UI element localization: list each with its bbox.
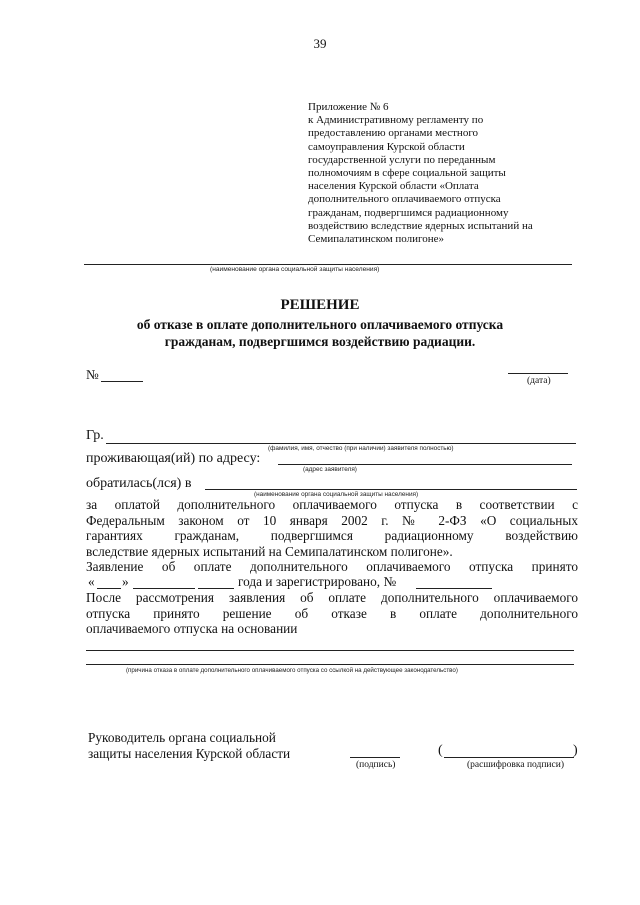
day-line[interactable] [97, 588, 121, 589]
applied-organ-line[interactable] [205, 489, 577, 490]
reason-caption: (причина отказа в оплате дополнительного оплачиваемого отпуска со ссылкой на действующее законодательство) [126, 667, 458, 674]
paragraph-line: отпуска принято решение об отказе в оплате дополнительного [86, 605, 578, 621]
appendix-note [308, 101, 588, 246]
paragraph-line: вследствие ядерных испытаний на Семипалатинском полигоне». [86, 543, 453, 559]
application-paragraph [86, 559, 578, 575]
organ-name-caption: (наименование органа социальной защиты населения) [210, 266, 380, 273]
legal-basis-paragraph [86, 497, 578, 559]
address-caption: (адрес заявителя) [303, 466, 357, 473]
head-title-line: Руководитель органа социальной [88, 730, 276, 745]
applied-label: обратилась(лся) в [86, 476, 192, 491]
appendix-line: предоставлению органами местного [308, 127, 479, 140]
appendix-line: населения Курской области «Оплата [308, 180, 479, 193]
citizen-name-caption: (фамилия, имя, отчество (при наличии) заявителя полностью) [268, 445, 454, 452]
signature-line[interactable] [350, 757, 400, 758]
subtitle-line: гражданам, подвергшимся воздействию радиации. [164, 334, 476, 349]
number-line[interactable] [101, 381, 143, 382]
subtitle-line: об отказе в оплате дополнительного оплачиваемого отпуска [136, 317, 504, 332]
date-line[interactable] [508, 373, 568, 374]
paragraph-line: После рассмотрения заявления об оплате дополнительного оплачиваемого [86, 590, 578, 605]
organ-name-line[interactable] [84, 264, 572, 265]
number-label: № [86, 367, 99, 382]
date-quote-open: « [88, 574, 95, 589]
citizen-name-line[interactable] [106, 443, 576, 444]
paragraph-line: Заявление об оплате дополнительного оплачиваемого отпуска принято [86, 559, 578, 574]
document-title: РЕШЕНИЕ [280, 297, 360, 313]
appendix-line: гражданам, подвергшимся радиационному [308, 206, 509, 219]
appendix-line: Семипалатинском полигоне» [308, 233, 445, 246]
signature-caption: (подпись) [356, 760, 396, 770]
decode-paren-close: ) [573, 743, 578, 758]
decode-paren-open: ( [438, 743, 443, 758]
appendix-line: Приложение № 6 [308, 101, 389, 113]
citizen-label: Гр. [86, 428, 104, 443]
appendix-line: полномочиям в сфере социальной защиты [308, 167, 506, 180]
appendix-line: к Административному регламенту по [308, 114, 484, 127]
appendix-line: дополнительного оплачиваемого отпуска [308, 193, 501, 206]
registered-text: года и зарегистрировано, № [238, 574, 397, 589]
address-label: проживающая(ий) по адресу: [86, 451, 261, 466]
appendix-line: государственной услуги по переданным [308, 153, 496, 166]
head-title-line: защиты населения Курской области [88, 746, 291, 761]
page-number: 39 [313, 36, 327, 51]
appendix-line: самоуправления Курской области [308, 140, 465, 153]
date-caption: (дата) [527, 376, 551, 386]
address-line[interactable] [278, 464, 572, 465]
reason-line[interactable] [86, 664, 574, 665]
month-line[interactable] [133, 588, 195, 589]
applied-organ-caption: (наименование органа социальной защиты населения) [254, 491, 419, 498]
registration-number-line[interactable] [416, 588, 492, 589]
paragraph-line: Федеральным законом от 10 января 2002 г. № 2-ФЗ «О социальных [86, 512, 578, 528]
year-line[interactable] [198, 588, 234, 589]
signature-decode-line[interactable] [444, 757, 574, 758]
paragraph-line: оплачиваемого отпуска на основании [86, 621, 298, 637]
date-quote-close: » [122, 574, 129, 589]
reason-line[interactable] [86, 650, 574, 651]
paragraph-line: за оплатой дополнительного оплачиваемого отпуска в соответствии с [86, 497, 578, 512]
paragraph-line: гарантиях гражданам, подвергшимся радиационному воздействию [86, 528, 578, 544]
appendix-line: воздействию вследствие ядерных испытаний на [308, 219, 533, 232]
signature-decode-caption: (расшифровка подписи) [467, 760, 564, 770]
document-subtitle [0, 316, 640, 350]
decision-paragraph [86, 590, 578, 637]
